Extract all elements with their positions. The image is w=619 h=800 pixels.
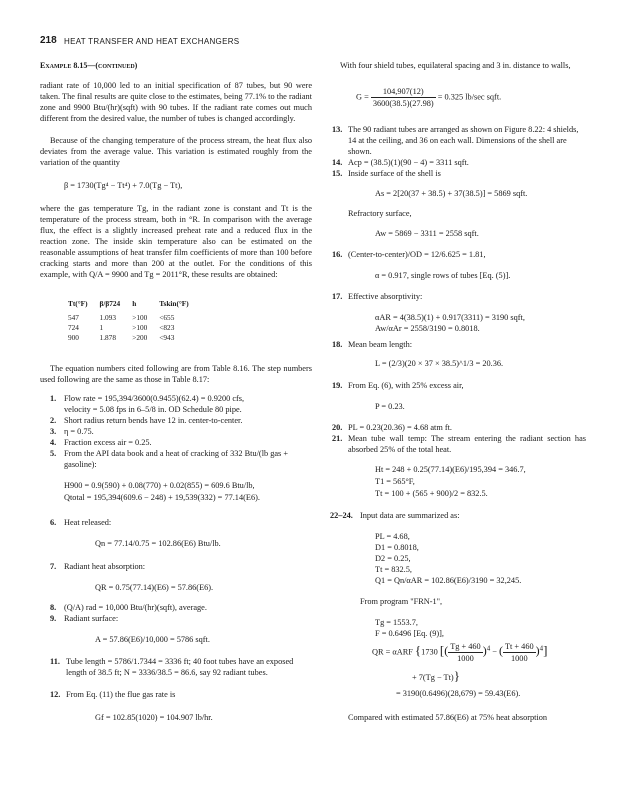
p-equation: P = 0.23. [375,402,405,411]
qr-radiant-equation: QR = αARF {1730 [( $\frac{Tg + 460}{1000}$ )$^4$ − ( $\frac{Tt + 460}{1000}$ )$^4$] [372,642,548,663]
page-number: 218 [40,35,57,46]
step-4: 4. Fraction excess air = 0.25. [50,438,152,447]
paragraph-3: where the gas temperature Tg, in the radiant zone is constant and Tt is the temperature of the process stream, both in °R. In comparison with the average flux, the effect is a slightly increased preheat rate and a reduced flux in the reaction zone. The inside skin temperature also can be estimated on the reasonable assumptions of heat transfer film coefficients of more than 100 before cracking starts and more than 200 at the outlet. For the conditions of this example, with Q/A = 9900 and Tg = 2011°R, these results are obtained: [40,204,312,279]
col-header: Tskin(°F) [159,299,189,308]
step-3: 3. η = 0.75. [50,427,94,436]
table-row: 724 1 >100 <823 [68,323,175,332]
step-7: 7. Radiant heat absorption: [50,562,146,571]
paragraph-1: radiant rate of 10,000 led to an initial specification of 87 tubes, but 90 were taken. The final results are quite close to the estimates, being 77.1% to the radiant zone and 9900 Btu/(hr)(sqft) with 90 tubes. If the radiant rate comes out much different from the desired value, the number of tubes is changed accordingly. [40,81,312,123]
aw-equation: Aw = 5869 − 3311 = 2558 sqft. [375,229,479,238]
tg-value: Tg = 1553.7, [375,618,418,627]
g-equation: G = $\frac{104,907(12)}{3600(38.5)(27.98)}$ = 0.325 lb/sec sqft. [356,87,502,108]
qr-result: = 3190(0.6496)(28,679) = 59.43(E6). [396,689,521,698]
as-equation: As = 2[20(37 + 38.5) + 37(38.5)] = 5869 sqft. [375,189,528,198]
refractory-label: Refractory surface, [348,209,412,218]
step-14: 14. Acp = (38.5)(1)(90 − 4) = 3311 sqft. [332,158,469,167]
col-header: β/β724 [99,299,121,308]
input-pl: PL = 4.68, [375,532,410,541]
step-16: 16. (Center-to-center)/OD = 12/6.625 = 1.81, [332,250,486,259]
shield-tubes-intro: With four shield tubes, equilateral spacing and 3 in. distance to walls, [340,61,571,70]
l-equation: L = (2/3)(20 × 37 × 38.5)^1/3 = 20.36. [375,359,504,368]
step-21: 21. Mean tube wall temp: The stream entering the radiant section has absorbed 25% of the total heat. [332,434,586,454]
step-1: 1. Flow rate = 195,394/3600(0.9455)(62.4) = 0.9200 cfs, [50,394,245,403]
step-13: 13. The 90 radiant tubes are arranged as shown on Figure 8.22: 4 shields, 14 at the ceiling, and 36 on each wall. Dimensions of the shell are shown. [332,125,579,156]
results-table [62,299,195,343]
alpha-equation: α = 0.917, single rows of tubes [Eq. (5)]. [375,271,511,280]
step-1-velocity: velocity = 5.08 fps in 6–5/8 in. OD Schedule 80 pipe. [64,405,242,414]
input-d2: D2 = 0.25, [375,554,411,563]
qn-equation: Qn = 77.14/0.75 = 102.86(E6) Btu/lb. [95,539,221,548]
qtotal-equation: Qtotal = 195,394(609.6 − 248) + 19,539(332) = 77.14(E6). [64,493,260,502]
tt-equation: Tt = 100 + (565 + 900)/2 = 832.5. [375,489,488,498]
qr-equation: QR = 0.75(77.14)(E6) = 57.86(E6). [95,583,214,592]
qr-convection-term: + 7(Tg − Tt)} [412,668,460,683]
example-label: Example 8.15—(continued) [40,61,138,70]
step-18: 18. Mean beam length: [332,340,413,349]
step-15: 15. Inside surface of the shell is [332,169,441,178]
table-row: 547 1.093 >100 <655 [68,313,175,322]
paragraph-2: Because of the changing temperature of the process stream, the heat flux also deviates from the average value. This variation is estimated roughly from the variation of the quantity [40,136,312,167]
f-value: F = 0.6496 [Eq. (9)], [375,629,444,638]
aar-equation: αAR = 4(38.5)(1) + 0.917(3311) = 3190 sqft, [375,313,525,322]
col-header: h [132,299,137,308]
beta-equation: β = 1730(Tg⁴ − Tt⁴) + 7.0(Tg − Tt), [64,181,183,190]
input-q1: Q1 = Qn/αAR = 102.86(E6)/3190 = 32,245. [375,576,522,585]
step-20: 20. PL = 0.23(20.36) = 4.68 atm ft. [332,423,452,432]
h900-equation: H900 = 0.9(590) + 0.08(770) + 0.02(855) = 609.6 Btu/lb, [64,481,255,490]
step-5: 5. From the API data book and a heat of cracking of 332 Btu/(lb gas + gasoline): [50,449,289,469]
gf-equation: Gf = 102.85(1020) = 104.907 lb/hr. [95,713,213,722]
step-19: 19. From Eq. (6), with 25% excess air, [332,381,464,390]
step-9: 9. Radiant surface: [50,614,119,623]
input-tt: Tt = 832.5, [375,565,412,574]
step-12: 12. From Eq. (11) the flue gas rate is [50,690,176,699]
step-11: 11. Tube length = 5786/1.7344 = 3336 ft; 40 foot tubes have an exposed length of 38.5 ft; N = 3336/38.5 = 86.6, say 92 radiant tubes. [50,657,294,677]
ht-equation: Ht = 248 + 0.25(77.14)(E6)/195,394 = 346.7, [375,465,526,474]
t1-equation: T1 = 565°F, [375,477,415,486]
paragraph-4: The equation numbers cited following are from Table 8.16. The step numbers used following are the same as those in Table 8.17: [40,364,312,384]
program-label: From program "FRN-1", [360,597,443,606]
col-header: Tt(°F) [68,299,88,308]
area-equation: A = 57.86(E6)/10,000 = 5786 sqft. [95,635,210,644]
running-title: HEAT TRANSFER AND HEAT EXCHANGERS [64,37,240,46]
step-6: 6. Heat released: [50,518,112,527]
table-row: 900 1.878 >200 <943 [68,333,175,342]
ratio-equation: Aw/αAr = 2558/3190 = 0.8018. [375,324,480,333]
step-22-24: 22–24. Input data are summarized as: [330,511,460,520]
input-d1: D1 = 0.8018, [375,543,419,552]
comparison-text: Compared with estimated 57.86(E6) at 75% heat absorption [348,713,548,722]
step-17: 17. Effective absorptivity: [332,292,423,301]
step-2: 2. Short radius return bends have 12 in. center-to-center. [50,416,243,425]
step-8: 8. (Q/A) rad = 10,000 Btu/(hr)(sqft), average. [50,603,207,612]
